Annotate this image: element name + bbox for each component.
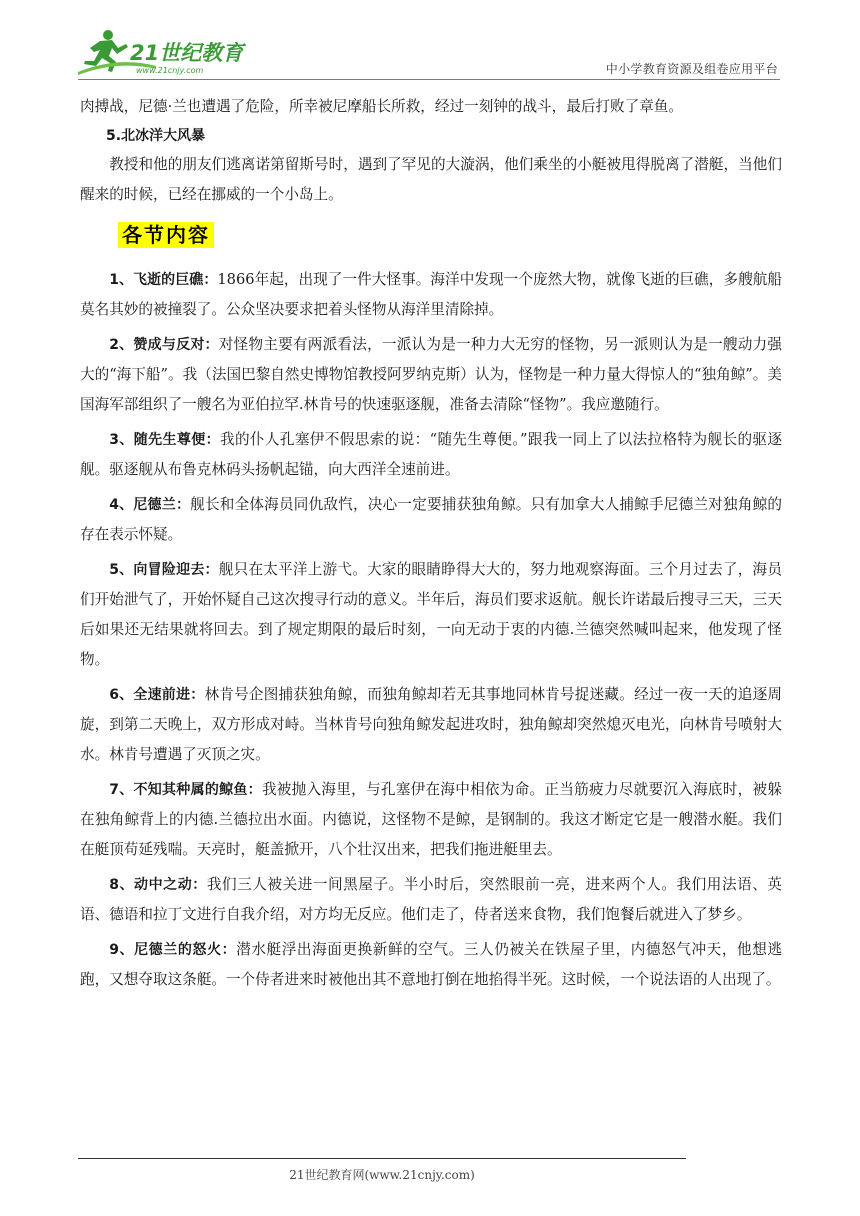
chapter-term: 3、随先生尊便： <box>109 432 220 448</box>
chapter-term: 8、动中之动： <box>109 877 207 893</box>
chapter-text: 舰只在太平洋上游弋。大家的眼睛睁得大大的，努力地观察海面。三个月过去了，海员们开始泄气了，开始怀疑自己这次搜寻行动的意义。半年后，海员们要求返航。舰长许诺最后搜寻三天，三天后如果还无结果就将回去。到了规定期限的最后时刻，一向无动于衷的内德.兰德突然喊叫起来，他发现了怪物。 <box>80 561 782 668</box>
chapter-text: 对怪物主要有两派看法，一派认为是一种力大无穷的怪物，另一派则认为是一艘动力强大的“海下船”。我（法国巴黎自然史博物馆教授阿罗纳克斯）认为，怪物是一种力量大得惊人的“独角鲸”。美国海军部组织了一艘名为亚伯拉罕.林肯号的快速驱逐舰，准备去清除“怪物”。我应邀随行。 <box>80 336 782 413</box>
chapter-term: 4、尼德兰： <box>109 497 191 513</box>
chapter-term: 1、飞逝的巨礁： <box>109 272 218 288</box>
chapter-text: 1866年起，出现了一件大怪事。海洋中发现一个庞然大物，就像飞逝的巨礁，多艘航船莫名其妙的被撞裂了。公众坚决要求把着头怪物从海洋里清除掉。 <box>80 271 782 318</box>
chapter-term: 6、全速前进： <box>109 687 205 703</box>
continued-paragraph: 肉搏战，尼德·兰也遭遇了危险，所幸被尼摩船长所救，经过一刻钟的战斗，最后打败了章鱼。 <box>80 98 683 115</box>
chapter-item <box>80 490 782 550</box>
chapter-item <box>80 935 782 995</box>
chapter-item <box>80 265 782 325</box>
chapter-item <box>80 330 782 420</box>
chapter-list <box>80 265 782 995</box>
chapter-item <box>80 775 782 865</box>
chapter-text: 我被抛入海里，与孔塞伊在海中相依为命。正当筋疲力尽就要沉入海底时，被躲在独角鲸背上的内德.兰德拉出水面。内德说，这怪物不是鲸，是钢制的。我这才断定它是一艘潜水艇。我们在艇顶苟延残喘。天亮时，艇盖掀开，八个壮汉出来，把我们拖进艇里去。 <box>80 781 782 858</box>
page-header <box>78 26 780 78</box>
sub-heading-arctic-storm: 5.北冰洋大风暴 <box>106 128 206 144</box>
chapter-text: 舰长和全体海员同仇敌忾，决心一定要捕获独角鲸。只有加拿大人捕鲸手尼德兰对独角鲸的存在表示怀疑。 <box>80 496 782 543</box>
logo-url: www.21cnjy.com <box>136 66 204 75</box>
chapter-term: 2、赞成与反对： <box>109 337 219 353</box>
chapter-text: 潜水艇浮出海面更换新鲜的空气。三人仍被关在铁屋子里，内德怒气冲天，他想逃跑，又想夺取这条艇。一个侍者进来时被他出其不意地打倒在地掐得半死。这时候，一个说法语的人出现了。 <box>80 941 782 988</box>
section-title: 各节内容 <box>118 222 214 248</box>
chapter-term: 5、向冒险迎去： <box>109 562 219 578</box>
logo-21cnjy <box>78 26 268 78</box>
logo-text: 21世纪教育 <box>130 41 244 65</box>
chapter-term: 9、尼德兰的怒火： <box>109 942 237 958</box>
sub-paragraph: 教授和他的朋友们逃离诺第留斯号时，遇到了罕见的大漩涡，他们乘坐的小艇被甩得脱离了潜艇，当他们醒来的时候，已经在挪威的一个小岛上。 <box>80 156 782 203</box>
header-platform-text: 中小学教育资源及组卷应用平台 <box>605 62 778 76</box>
document-body <box>80 92 782 995</box>
chapter-term: 7、不知其种属的鲸鱼： <box>109 782 262 798</box>
footer-divider <box>78 1158 686 1159</box>
section-title-wrapper <box>80 210 782 260</box>
chapter-item <box>80 680 782 770</box>
chapter-text: 林肯号企图捕获独角鲸，而独角鲸却若无其事地同林肯号捉迷藏。经过一夜一天的追逐周旋，到第二天晚上，双方形成对峙。当林肯号向独角鲸发起进攻时，独角鲸却突然熄灭电光，向林肯号喷射大水。林肯号遭遇了灭顶之灾。 <box>80 686 782 763</box>
chapter-text: 我们三人被关进一间黑屋子。半小时后，突然眼前一亮，进来两个人。我们用法语、英语、德语和拉丁文进行自我介绍，对方均无反应。他们走了，侍者送来食物，我们饱餐后就进入了梦乡。 <box>80 876 782 923</box>
chapter-item <box>80 555 782 675</box>
chapter-item <box>80 870 782 930</box>
footer-text: 21世纪教育网(www.21cnjy.com) <box>289 1168 475 1182</box>
header-divider <box>78 79 780 80</box>
chapter-item <box>80 425 782 485</box>
chapter-text: 我的仆人孔塞伊不假思索的说：“随先生尊便。”跟我一同上了以法拉格特为舰长的驱逐舰。驱逐舰从布鲁克林码头扬帆起锚，向大西洋全速前进。 <box>80 431 782 478</box>
